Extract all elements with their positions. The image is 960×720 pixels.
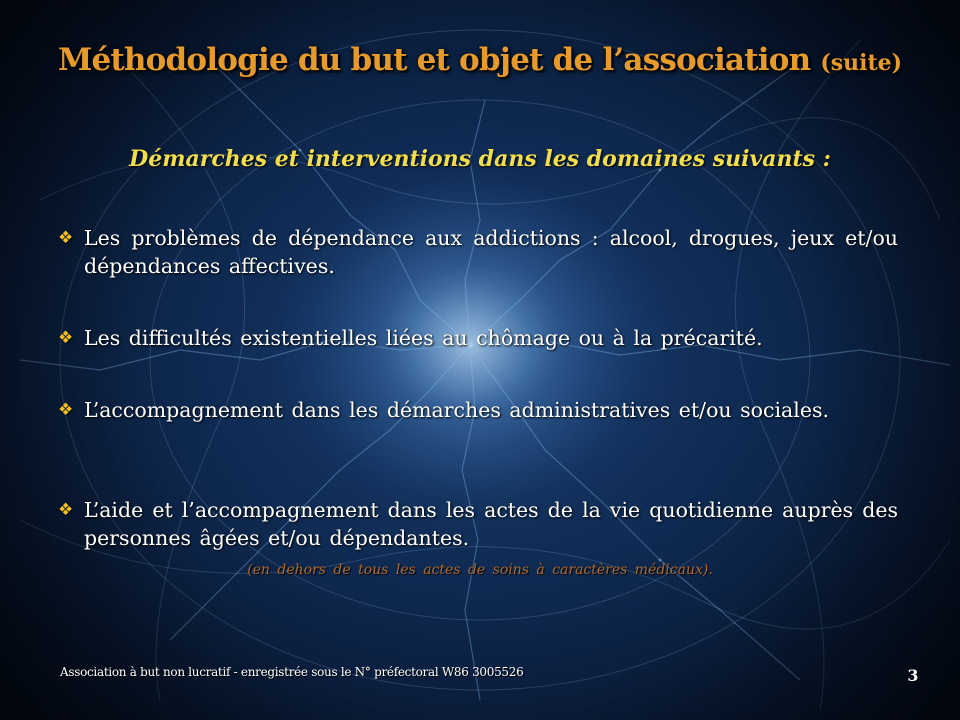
bullet-text: Les difficultés existentielles liées au chômage ou à la précarité.: [84, 326, 763, 350]
bullet-text: L’aide et l’accompagnement dans les actes de la vie quotidienne auprès des personnes âgées et/ou dépendantes.: [84, 498, 898, 550]
diamond-bullet-icon: ❖: [58, 500, 74, 520]
bullet-text: Les problèmes de dépendance aux addictions : alcool, drogues, jeux et/ou dépendances affectives.: [84, 226, 898, 278]
slide-title: [0, 42, 960, 78]
diamond-bullet-icon: ❖: [58, 228, 74, 248]
bullet-item: [58, 396, 898, 424]
page-number: 3: [907, 666, 919, 685]
slide-title-suffix: (suite): [820, 50, 903, 76]
bullet-item: [58, 496, 898, 552]
slide-title-text: Méthodologie du but et objet de l’association: [57, 42, 811, 78]
diamond-bullet-icon: ❖: [58, 400, 74, 420]
diamond-bullet-icon: ❖: [58, 328, 74, 348]
medical-acts-note: (en dehors de tous les actes de soins à caractères médicaux).: [247, 562, 713, 578]
footer-registration: Association à but non lucratif - enregistrée sous le N° préfectoral W86 3005526: [60, 665, 524, 679]
bullet-text: L’accompagnement dans les démarches administratives et/ou sociales.: [84, 398, 829, 422]
slide-subtitle: Démarches et interventions dans les domaines suivants :: [129, 146, 831, 172]
bullet-item: [58, 224, 898, 280]
bullet-item: [58, 324, 898, 352]
